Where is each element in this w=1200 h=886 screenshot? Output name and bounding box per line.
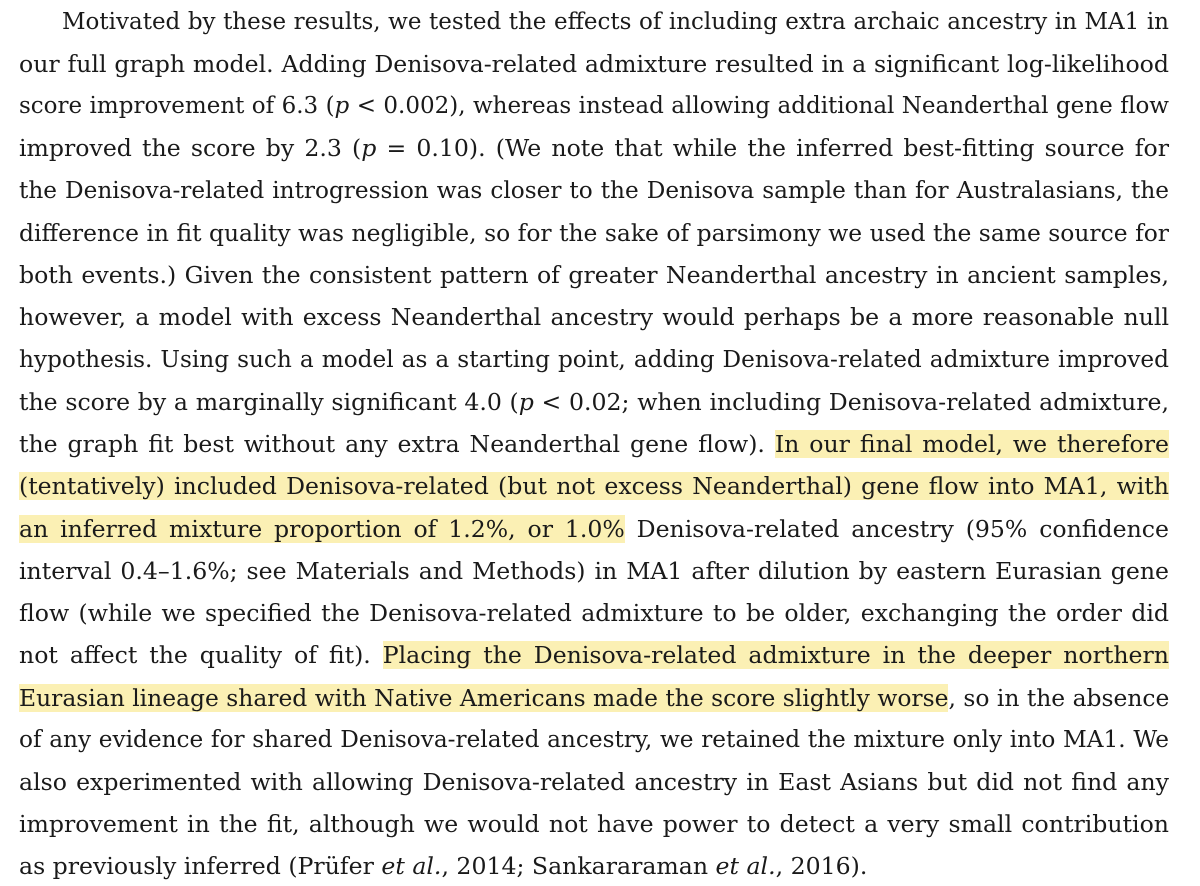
text-segment: however, a model with excess Neanderthal ancestry would perhaps be a more reasonable null	[19, 303, 1169, 331]
citation-etal: et al.	[715, 852, 776, 880]
text-segment: score improvement of 6.3 (	[19, 93, 335, 119]
highlighted-text: (tentatively) included Denisova-related (but not excess Neanderthal) gene flow into MA1, with	[19, 472, 1169, 500]
text-segment: not affect the quality of fit).	[19, 641, 383, 669]
math-variable: p	[334, 93, 350, 119]
paragraph-line	[19, 593, 1169, 633]
paragraph-line	[62, 2, 1169, 42]
paragraph-line	[19, 424, 1169, 464]
paragraph-line	[19, 171, 1169, 211]
text-segment: improvement in the fit, although we would not have power to detect a very small contribution	[19, 810, 1169, 838]
math-variable: p	[361, 134, 377, 162]
text-segment: hypothesis. Using such a model as a starting point, adding Denisova-related admixture improved	[19, 346, 1169, 373]
text-segment: , so in the absence	[948, 684, 1170, 712]
paragraph-line	[19, 804, 1169, 844]
text-segment: < 0.02; when including Denisova-related admixture,	[533, 388, 1169, 416]
paragraph-line	[19, 213, 1169, 253]
text-segment: our full graph model. Adding Denisova-related admixture resulted in a significant log-likelihood	[19, 50, 1169, 78]
math-variable: p	[518, 388, 534, 416]
paragraph-line	[19, 678, 1169, 718]
paragraph-line	[19, 720, 1169, 760]
paragraph-line	[19, 340, 1169, 380]
paragraph-line	[19, 382, 1169, 422]
paragraph-line	[19, 635, 1169, 675]
text-segment: Denisova-related ancestry (95% confidence	[624, 515, 1169, 543]
paragraph-line	[19, 509, 1169, 549]
highlighted-text: Placing the Denisova-related admixture in the deeper northern	[382, 641, 1169, 669]
paragraph-line	[19, 86, 1169, 126]
highlighted-text: an inferred mixture proportion of 1.2%, or 1.0%	[19, 515, 625, 543]
text-segment: the Denisova-related introgression was closer to the Denisova sample than for Australasians, the	[19, 177, 1169, 204]
paragraph-line	[19, 128, 1169, 168]
text-segment: both events.) Given the consistent pattern of greater Neanderthal ancestry in ancient samples,	[19, 261, 1169, 289]
paragraph-line	[19, 255, 1169, 295]
text-segment: , 2014; Sankararaman	[441, 852, 716, 880]
paragraph-line	[19, 762, 1169, 802]
text-segment: improved the score by 2.3 (	[19, 134, 362, 162]
text-segment: Motivated by these results, we tested the effects of including extra archaic ancestry in MA1 in	[62, 9, 1169, 35]
text-segment: of any evidence for shared Denisova-related ancestry, we retained the mixture only into MA1. We	[19, 726, 1169, 753]
paragraph-line	[19, 551, 1169, 591]
paragraph-line	[19, 466, 1169, 506]
text-segment: difference in fit quality was negligible, so for the sake of parsimony we used the same source for	[19, 219, 1169, 247]
text-segment: the score by a marginally significant 4.0 (	[19, 388, 519, 416]
text-segment: flow (while we specified the Denisova-related admixture to be older, exchanging the order did	[19, 599, 1169, 627]
text-segment: also experimented with allowing Denisova-related ancestry in East Asians but did not find any	[19, 768, 1169, 796]
text-segment: as previously inferred (Prüfer	[19, 852, 382, 880]
text-segment: < 0.002), whereas instead allowing additional Neanderthal gene flow	[349, 93, 1169, 119]
paragraph-line	[19, 297, 1169, 337]
text-segment: the graph fit best without any extra Neanderthal gene flow).	[19, 430, 775, 458]
text-segment: , 2016).	[775, 852, 868, 880]
highlighted-text: In our final model, we therefore	[774, 430, 1169, 458]
text-segment: = 0.10). (We note that while the inferred best-fitting source for	[376, 134, 1169, 162]
text-segment: interval 0.4–1.6%; see Materials and Methods) in MA1 after dilution by eastern Eurasian gene	[19, 557, 1169, 585]
highlighted-text: Eurasian lineage shared with Native Americans made the score slightly worse	[19, 684, 949, 712]
citation-etal: et al.	[381, 852, 442, 880]
paragraph-line	[19, 44, 1169, 84]
paragraph-line	[19, 846, 1169, 886]
